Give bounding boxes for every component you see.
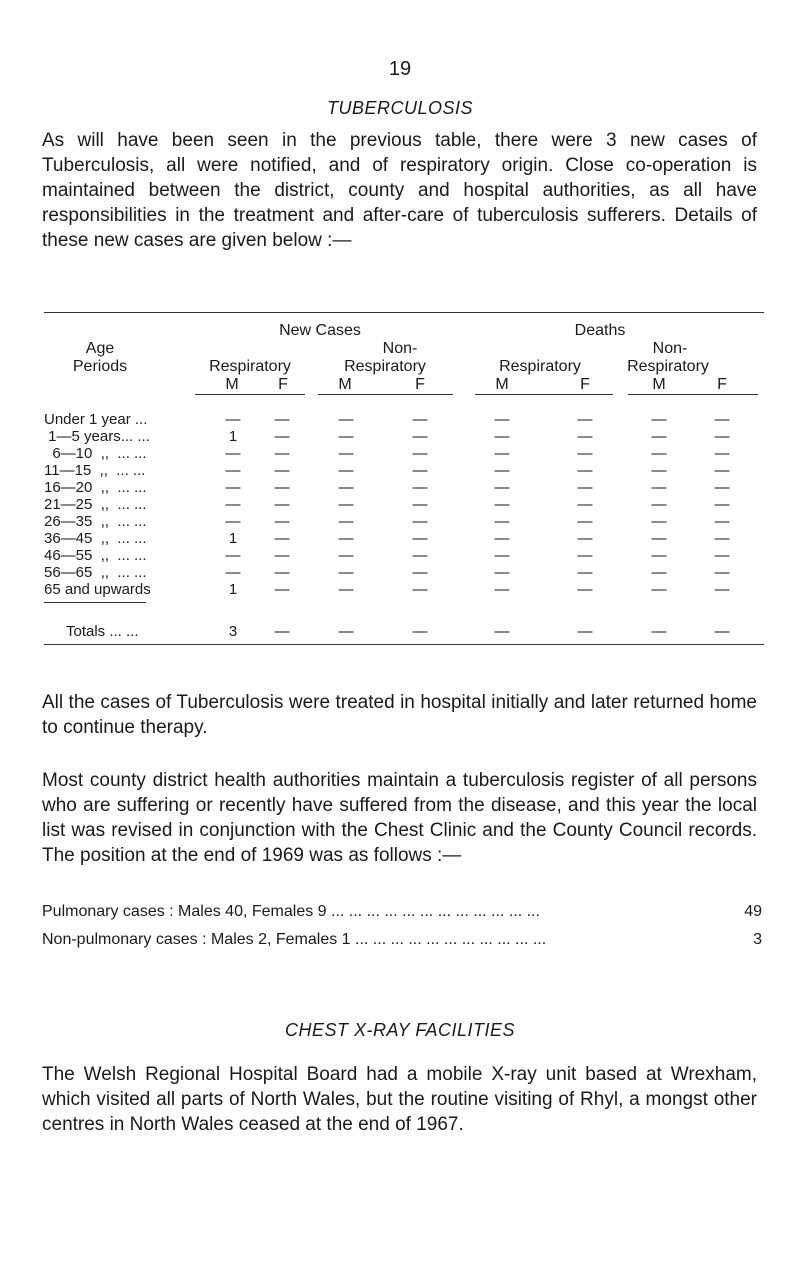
- register-label: Pulmonary cases : Males 40, Females 9 ... ... ... ... ... ... ... ... ... ... ... ...: [42, 903, 540, 920]
- row-label: 11—15 ,, ... ...: [44, 462, 146, 479]
- cell-nonresp-m: —: [338, 530, 354, 547]
- cell-death-nonresp-m: —: [651, 496, 667, 513]
- cell-death-nonresp-f: —: [714, 479, 730, 496]
- cell-death-nonresp-f: —: [714, 513, 730, 530]
- cell-resp-f: —: [274, 428, 290, 445]
- row-label: 46—55 ,, ... ...: [44, 547, 147, 564]
- register-value: 3: [753, 931, 762, 948]
- cell-death-nonresp-m: —: [651, 581, 667, 598]
- table-row: [44, 479, 764, 496]
- section-heading-tuberculosis: TUBERCULOSIS: [326, 98, 474, 118]
- cell-resp-f: —: [274, 479, 290, 496]
- cell-death-resp-m: —: [494, 462, 510, 479]
- cell-nonresp-m: —: [338, 411, 354, 428]
- cell-nonresp-f: —: [412, 462, 428, 479]
- cell-nonresp-f: —: [412, 547, 428, 564]
- cell-death-nonresp-f: —: [714, 428, 730, 445]
- cell-death-resp-m: —: [494, 411, 510, 428]
- table-row: [44, 411, 764, 428]
- cell-death-resp-f: —: [577, 496, 593, 513]
- cell-resp-m: —: [225, 496, 241, 513]
- cell-nonresp-m: —: [338, 513, 354, 530]
- cell-death-resp-f: —: [577, 411, 593, 428]
- cell-death-resp-m: —: [494, 496, 510, 513]
- cell-nonresp-f: —: [412, 564, 428, 581]
- cell-nonresp-f: —: [412, 479, 428, 496]
- cell-resp-f: —: [274, 581, 290, 598]
- cell-nonresp-m: —: [338, 428, 354, 445]
- cell-nonresp-f: —: [412, 530, 428, 547]
- cell-death-nonresp-f: —: [714, 445, 730, 462]
- cell-resp-f: —: [274, 411, 290, 428]
- cell-death-resp-m: —: [494, 564, 510, 581]
- cell-death-nonresp-m: —: [651, 462, 667, 479]
- cell-resp-m: —: [225, 479, 241, 496]
- cell-nonresp-m: —: [338, 581, 354, 598]
- cell-nonresp-m: —: [338, 462, 354, 479]
- header-underline-1: [195, 394, 305, 395]
- cell-death-nonresp-f: —: [714, 496, 730, 513]
- total-death-nonresp-f: —: [714, 623, 730, 640]
- cell-death-nonresp-f: —: [714, 564, 730, 581]
- row-label: 36—45 ,, ... ...: [44, 530, 147, 547]
- total-nonresp-f: —: [412, 623, 428, 640]
- total-resp-m: 3: [228, 623, 238, 640]
- cell-resp-m: —: [225, 564, 241, 581]
- header-f-1: F: [278, 376, 288, 393]
- row-label: Under 1 year ...: [44, 411, 148, 428]
- cell-death-nonresp-f: —: [714, 462, 730, 479]
- total-resp-f: —: [274, 623, 290, 640]
- total-death-resp-m: —: [494, 623, 510, 640]
- cell-death-nonresp-f: —: [714, 530, 730, 547]
- row-label: 6—10 ,, ... ...: [44, 445, 147, 462]
- cell-resp-m: —: [225, 513, 241, 530]
- table-row: [44, 462, 764, 479]
- cell-nonresp-m: —: [338, 547, 354, 564]
- header-non-respiratory-2: Respiratory: [627, 358, 709, 375]
- cell-death-resp-f: —: [577, 564, 593, 581]
- total-death-nonresp-m: —: [651, 623, 667, 640]
- table-row: [44, 513, 764, 530]
- cell-resp-f: —: [274, 547, 290, 564]
- header-m-3: M: [495, 376, 509, 393]
- cell-death-nonresp-m: —: [651, 445, 667, 462]
- cell-death-resp-f: —: [577, 530, 593, 547]
- section-heading-chest-xray: CHEST X-RAY FACILITIES: [284, 1020, 516, 1040]
- cell-resp-m: 1: [228, 428, 238, 445]
- header-underline-2: [318, 394, 453, 395]
- cell-resp-m: —: [225, 445, 241, 462]
- header-m-4: M: [652, 376, 666, 393]
- cell-death-nonresp-m: —: [651, 411, 667, 428]
- cell-death-resp-f: —: [577, 547, 593, 564]
- table-row: [44, 564, 764, 581]
- cell-resp-f: —: [274, 496, 290, 513]
- cell-death-nonresp-m: —: [651, 530, 667, 547]
- table-top-rule: [44, 312, 764, 313]
- table-row: [44, 496, 764, 513]
- cell-death-nonresp-f: —: [714, 411, 730, 428]
- header-periods: Periods: [72, 358, 128, 375]
- cell-nonresp-m: —: [338, 564, 354, 581]
- cell-resp-m: —: [225, 462, 241, 479]
- header-non-2: Non-: [652, 340, 688, 357]
- cell-death-resp-m: —: [494, 445, 510, 462]
- cell-resp-m: —: [225, 547, 241, 564]
- cell-nonresp-m: —: [338, 479, 354, 496]
- cell-death-nonresp-m: —: [651, 479, 667, 496]
- cell-death-nonresp-m: —: [651, 547, 667, 564]
- cell-death-resp-f: —: [577, 581, 593, 598]
- header-m-1: M: [225, 376, 239, 393]
- cell-nonresp-f: —: [412, 496, 428, 513]
- header-f-4: F: [717, 376, 727, 393]
- page-number: 19: [388, 58, 412, 80]
- cell-resp-m: 1: [228, 530, 238, 547]
- cell-death-resp-f: —: [577, 445, 593, 462]
- totals-row: [44, 623, 764, 640]
- header-deaths: Deaths: [574, 322, 626, 339]
- header-f-2: F: [415, 376, 425, 393]
- register-row-pulmonary: [42, 902, 762, 922]
- cell-resp-m: —: [225, 411, 241, 428]
- cell-death-resp-m: —: [494, 530, 510, 547]
- cell-resp-f: —: [274, 530, 290, 547]
- table-bottom-rule: [44, 644, 764, 645]
- total-nonresp-m: —: [338, 623, 354, 640]
- register-paragraph: Most county district health authorities maintain a tuberculosis register of all persons who are suffering or recently have suffered from the disease, and this year the local list was revised in conjunction with the Chest Clinic and the County Council records. The position at the end of 1969 was as follows :—: [42, 770, 757, 866]
- header-non-1: Non-: [382, 340, 418, 357]
- header-non-respiratory-1: Respiratory: [344, 358, 426, 375]
- row-label: 65 and upwards: [44, 581, 151, 598]
- table-row: [44, 547, 764, 564]
- row-label: 16—20 ,, ... ...: [44, 479, 147, 496]
- header-respiratory-2: Respiratory: [499, 358, 581, 375]
- header-new-cases: New Cases: [279, 322, 361, 339]
- register-value: 49: [744, 903, 762, 920]
- header-respiratory-1: Respiratory: [209, 358, 291, 375]
- cell-nonresp-f: —: [412, 581, 428, 598]
- cell-nonresp-m: —: [338, 445, 354, 462]
- treatment-paragraph: All the cases of Tuberculosis were treated in hospital initially and later returned home to continue therapy.: [42, 692, 757, 738]
- cell-death-nonresp-f: —: [714, 581, 730, 598]
- cell-death-resp-m: —: [494, 547, 510, 564]
- cell-resp-f: —: [274, 564, 290, 581]
- cell-resp-f: —: [274, 445, 290, 462]
- totals-label: Totals ... ...: [66, 623, 139, 640]
- header-underline-3: [475, 394, 613, 395]
- cell-death-resp-m: —: [494, 581, 510, 598]
- row-label: 26—35 ,, ... ...: [44, 513, 147, 530]
- cell-nonresp-m: —: [338, 496, 354, 513]
- cell-death-nonresp-m: —: [651, 428, 667, 445]
- cell-death-nonresp-m: —: [651, 564, 667, 581]
- cell-resp-f: —: [274, 462, 290, 479]
- cell-death-resp-m: —: [494, 428, 510, 445]
- table-row: [44, 428, 764, 445]
- cell-death-nonresp-f: —: [714, 547, 730, 564]
- header-age: Age: [85, 340, 115, 357]
- cell-death-resp-f: —: [577, 428, 593, 445]
- cell-death-nonresp-m: —: [651, 513, 667, 530]
- cell-nonresp-f: —: [412, 445, 428, 462]
- totals-upper-rule: [44, 602, 146, 603]
- cell-death-resp-f: —: [577, 479, 593, 496]
- cell-death-resp-m: —: [494, 513, 510, 530]
- header-f-3: F: [580, 376, 590, 393]
- cell-nonresp-f: —: [412, 428, 428, 445]
- cell-resp-m: 1: [228, 581, 238, 598]
- cell-death-resp-f: —: [577, 462, 593, 479]
- table-row: [44, 530, 764, 547]
- register-row-non-pulmonary: [42, 930, 762, 950]
- xray-paragraph: The Welsh Regional Hospital Board had a mobile X-ray unit based at Wrexham, which visited all parts of North Wales, but the routine visiting of Rhyl, a mongst other centres in North Wales ceased at the end of 1967.: [42, 1064, 757, 1135]
- header-underline-4: [628, 394, 758, 395]
- table-row: [44, 445, 764, 462]
- cell-death-resp-f: —: [577, 513, 593, 530]
- row-label: 1—5 years... ...: [44, 428, 150, 445]
- cell-death-resp-m: —: [494, 479, 510, 496]
- table-row: [44, 581, 764, 598]
- row-label: 56—65 ,, ... ...: [44, 564, 147, 581]
- cell-nonresp-f: —: [412, 411, 428, 428]
- total-death-resp-f: —: [577, 623, 593, 640]
- row-label: 21—25 ,, ... ...: [44, 496, 147, 513]
- header-m-2: M: [338, 376, 352, 393]
- register-label: Non-pulmonary cases : Males 2, Females 1 ... ... ... ... ... ... ... ... ... ... ...: [42, 931, 547, 948]
- intro-paragraph: As will have been seen in the previous table, there were 3 new cases of Tuberculosis, all were notified, and of respiratory origin. Close co-operation is maintained between the district, county and hospital authorities, as all have responsibilities in the treatment and after-care of tuberculosis sufferers. Details of these new cases are given below :—: [42, 130, 757, 251]
- cell-resp-f: —: [274, 513, 290, 530]
- cell-nonresp-f: —: [412, 513, 428, 530]
